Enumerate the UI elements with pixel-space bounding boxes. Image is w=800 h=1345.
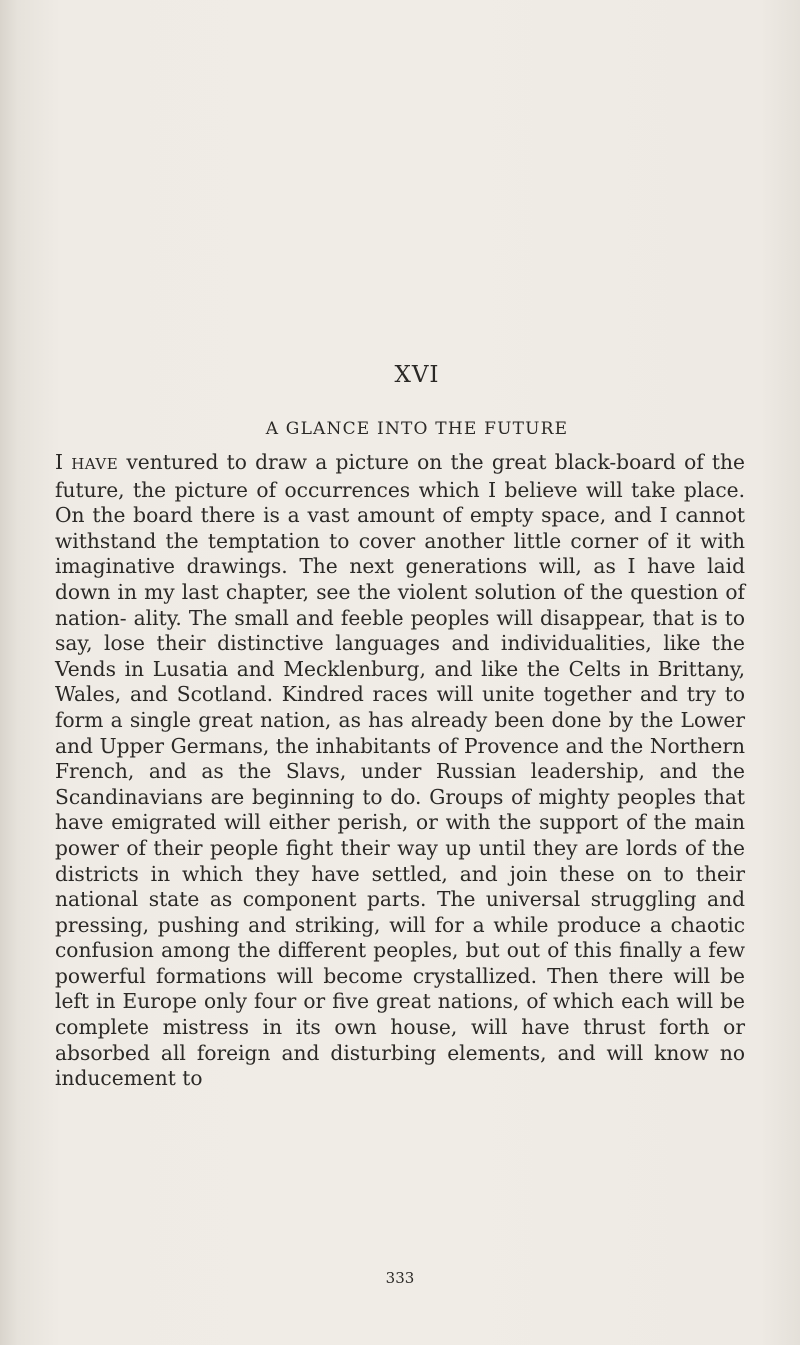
- body-paragraph: [55, 450, 745, 1092]
- lead-smallcaps: HAVE: [71, 455, 119, 473]
- chapter-title: A GLANCE INTO THE FUTURE: [265, 419, 569, 439]
- page-number: 333: [385, 1269, 415, 1287]
- chapter-number: XVI: [394, 362, 440, 388]
- body-text: ventured to draw a picture on the great black-board of the future, the picture of occurrences which I believe will take place. On the board there is a vast amount of empty space, and I cannot withstand the temptation to cover another little corner of it with imaginative drawings. The next generations will, as I have laid down in my last chapter, see the violent solution of the question of nation- ality. The small and feeble peoples will disappear, that is to say, lose their distinctive languages and individualities, like the Vends in Lusatia and Mecklenburg, and like the Celts in Brittany, Wales, and Scotland. Kindred races will unite together and try to form a single great nation, as has already been done by the Lower and Upper Germans, the inhabitants of Provence and the Northern French, and as the Slavs, under Russian leadership, and the Scandinavians are beginning to do. Groups of mighty peoples that have emigrated will either perish, or with the support of the main power of their people fight their way up until they are lords of the districts in which they have settled, and join these on to their national state as component parts. The universal struggling and pressing, pushing and striking, will for a while produce a chaotic confusion among the different peoples, but out of this finally a few powerful formations will become crystallized. Then there will be left in Europe only four or five great nations, of which each will be complete mistress in its own house, will have thrust forth or absorbed all foreign and disturbing elements, and will know no inducement to: [55, 450, 745, 1091]
- lead-initial: I: [55, 450, 63, 474]
